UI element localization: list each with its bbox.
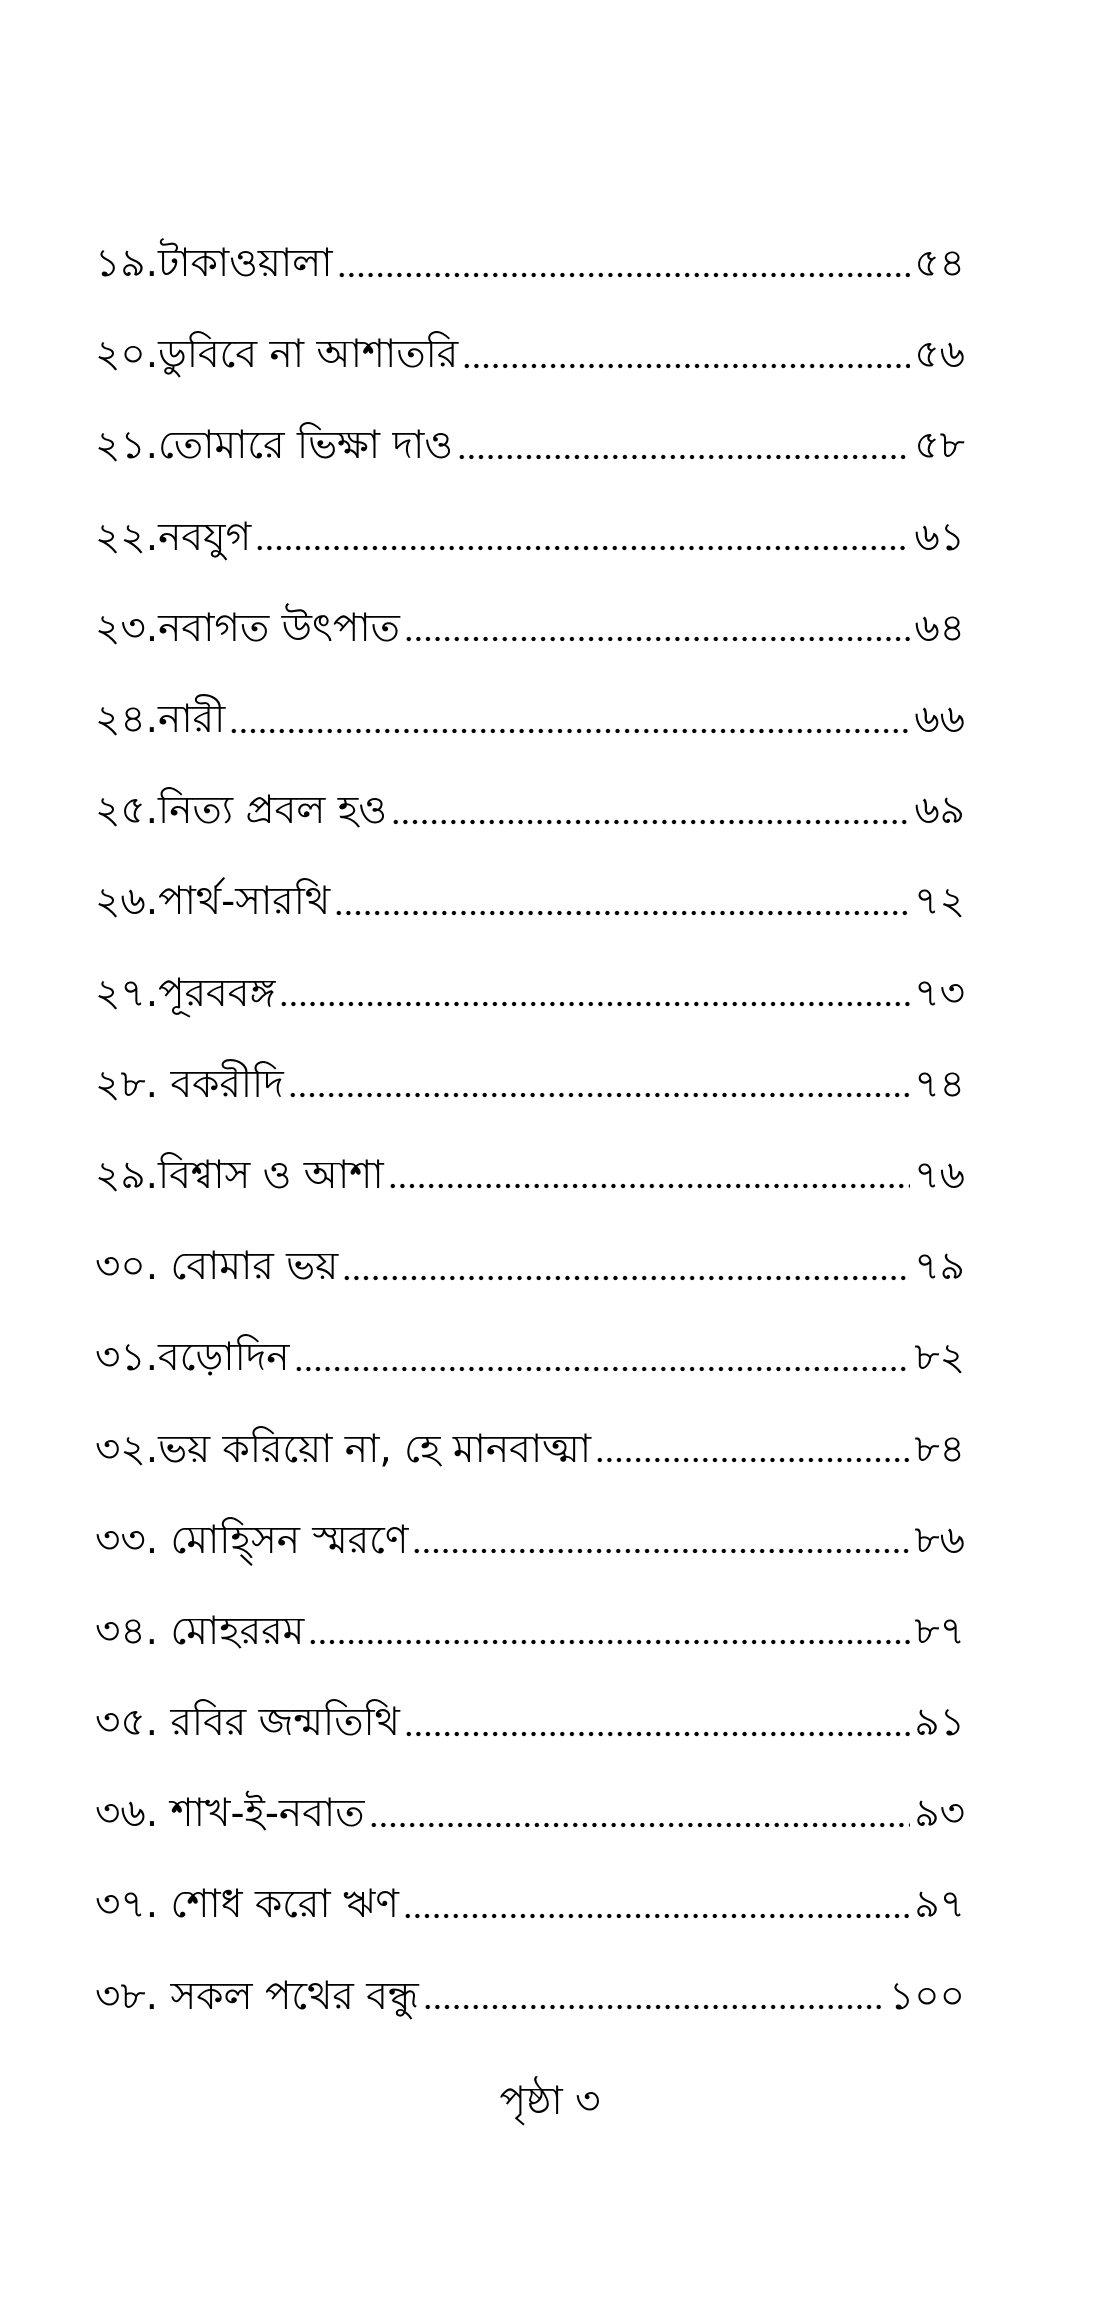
toc-entry: [95, 1039, 965, 1130]
toc-entry: [95, 492, 965, 583]
toc-entry: [95, 1130, 965, 1221]
toc-entry-title: ২৬.পার্থ-সারথি: [95, 879, 331, 925]
toc-entry-page: ৫৪: [914, 241, 965, 287]
toc-entry-title: ২০.ডুবিবে না আশাতরি: [95, 332, 459, 378]
toc-entry-page: ৮৪: [914, 1426, 965, 1472]
toc-entry-title: ২৫.নিত্য প্রবল হও: [95, 788, 387, 834]
toc-entry-title: ৩৮. সকল পথের বন্ধু: [95, 1973, 419, 2019]
toc-entry-page: ৮২: [914, 1335, 965, 1381]
toc-entry: [95, 1859, 965, 1950]
toc-entry-page: ৫৮: [914, 423, 965, 469]
toc-entry-title: ২৯.বিশ্বাস ও আশা: [95, 1152, 384, 1198]
page-number-footer: পৃষ্ঠা ৩: [499, 2079, 601, 2124]
toc-entry-page: ৭৪: [914, 1061, 965, 1107]
dot-leader: [388, 1180, 911, 1192]
toc-entry-title: ৩০. বোমার ভয়: [95, 1244, 339, 1290]
toc-entry-title: ৩৩. মোহ্সিন স্মরণে: [95, 1517, 409, 1563]
toc-entry-page: ৯৭: [914, 1882, 965, 1928]
toc-entry: [95, 218, 965, 309]
dot-leader: [462, 360, 910, 372]
toc-entry: [95, 765, 965, 856]
toc-entry: [95, 948, 965, 1039]
toc-entry-title: ২২.নবযুগ: [95, 514, 252, 560]
toc-entry-page: ৮৬: [914, 1517, 965, 1563]
toc-entry-page: ৬১: [914, 514, 965, 560]
toc-entry: [95, 583, 965, 674]
toc-entry-page: ৯৩: [914, 1791, 965, 1837]
dot-leader: [404, 1728, 911, 1740]
dot-leader: [457, 451, 910, 463]
toc-entry: [95, 400, 965, 491]
dot-leader: [342, 1272, 910, 1284]
toc-entry-title: ২৩.নবাগত উৎপাত: [95, 605, 400, 651]
toc-entry-title: ৩৬. শাখ-ই-নবাত: [95, 1791, 365, 1837]
toc-entry-page: ৭৬: [914, 1152, 965, 1198]
toc-entry-title: ২৭.পূরববঙ্গ: [95, 970, 276, 1016]
dot-leader: [334, 907, 910, 919]
toc-entry-title: ৩৭. শোধ করো ঋণ: [95, 1882, 399, 1928]
toc-entry-page: ৮৭: [914, 1608, 965, 1654]
dot-leader: [404, 633, 910, 645]
toc-entry: [95, 674, 965, 765]
toc-entry-title: ৩৪. মোহররম: [95, 1608, 305, 1654]
toc-entry-page: ৬৪: [914, 605, 965, 651]
toc-entry: [95, 1768, 965, 1859]
toc-entry-title: ২৪.নারী: [95, 697, 226, 743]
toc-entry: [95, 1951, 965, 2042]
table-of-contents: [95, 218, 965, 2042]
dot-leader: [391, 816, 910, 828]
dot-leader: [255, 542, 910, 554]
toc-entry-page: ৬৯: [914, 788, 965, 834]
toc-entry-title: ২৮. বকরীদি: [95, 1061, 284, 1107]
toc-entry-page: ৭৩: [914, 970, 965, 1016]
toc-entry: [95, 1495, 965, 1586]
dot-leader: [279, 998, 910, 1010]
dot-leader: [229, 725, 910, 737]
toc-entry: [95, 1586, 965, 1677]
toc-entry-page: ৫৬: [914, 332, 965, 378]
toc-entry-title: ১৯.টাকাওয়ালা: [95, 241, 333, 287]
toc-entry-page: ৭৯: [914, 1244, 965, 1290]
toc-entry: [95, 1312, 965, 1403]
toc-entry-title: ৩২.ভয় করিয়ো না, হে মানবাত্মা: [95, 1426, 592, 1472]
dot-leader: [337, 269, 911, 281]
toc-entry: [95, 1221, 965, 1312]
dot-leader: [423, 2001, 885, 2013]
dot-leader: [403, 1910, 910, 1922]
toc-entry: [95, 309, 965, 400]
toc-entry-title: ৩১.বড়োদিন: [95, 1335, 290, 1381]
toc-entry-page: ৬৬: [914, 697, 965, 743]
toc-entry-page: ৭২: [914, 879, 965, 925]
toc-entry-page: ৯১: [914, 1700, 965, 1746]
toc-entry: [95, 856, 965, 947]
dot-leader: [294, 1363, 911, 1375]
dot-leader: [308, 1636, 910, 1648]
dot-leader: [369, 1819, 911, 1831]
dot-leader: [595, 1454, 910, 1466]
toc-entry-title: ৩৫. রবির জন্মতিথি: [95, 1700, 400, 1746]
toc-entry-title: ২১.তোমারে ভিক্ষা দাও: [95, 423, 453, 469]
dot-leader: [288, 1089, 911, 1101]
toc-entry: [95, 1403, 965, 1494]
dot-leader: [412, 1545, 910, 1557]
toc-entry: [95, 1677, 965, 1768]
toc-entry-page: ১০০: [888, 1973, 965, 2019]
